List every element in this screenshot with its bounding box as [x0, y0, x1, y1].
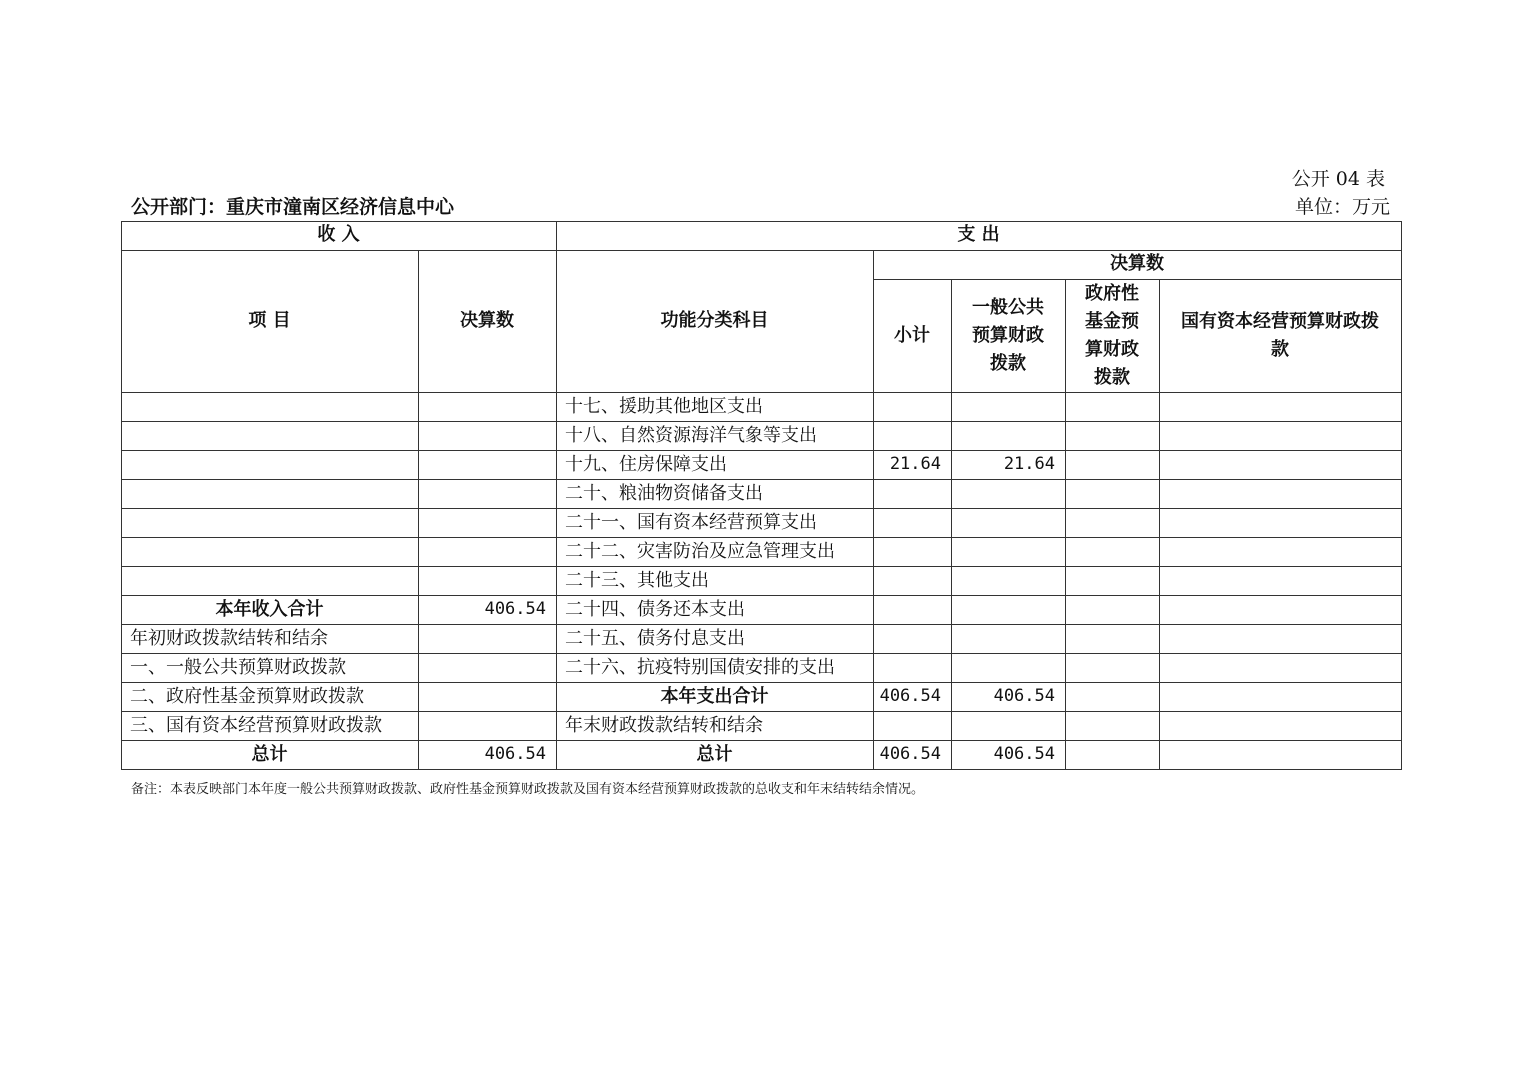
table-cell	[1159, 653, 1402, 683]
table-cell	[951, 595, 1066, 625]
table-cell	[1159, 566, 1402, 596]
table-cell	[1159, 508, 1402, 538]
unit-label: 单位：万元	[1294, 196, 1390, 218]
table-cell	[121, 421, 419, 451]
table-cell	[418, 682, 557, 712]
header-expense: 支 出	[957, 224, 1000, 245]
row-func: 十七、援助其他地区支出	[565, 396, 763, 417]
header-item: 项 目	[248, 310, 291, 331]
table-cell	[418, 392, 557, 422]
table-cell	[951, 508, 1066, 538]
table-cell	[1065, 421, 1160, 451]
table-cell	[418, 653, 557, 683]
header-income: 收 入	[317, 224, 360, 245]
table-cell	[1065, 595, 1160, 625]
table-cell	[1065, 566, 1160, 596]
table-cell	[1065, 711, 1160, 741]
row-func: 二十四、债务还本支出	[565, 599, 745, 620]
table-cell	[1159, 537, 1402, 567]
header-final: 决算数	[1110, 253, 1164, 274]
table-cell	[1065, 450, 1160, 480]
row-subtotal: 21.64	[889, 454, 941, 474]
header-income-amount: 决算数	[460, 310, 514, 331]
row-func: 十八、自然资源海洋气象等支出	[565, 425, 817, 446]
row-func: 年末财政拨款结转和结余	[565, 715, 763, 736]
row-income-amount: 406.54	[484, 599, 546, 619]
table-cell	[873, 653, 952, 683]
table-cell	[1159, 421, 1402, 451]
header-general-budget: 一般公共 预算财政 拨款	[972, 296, 1044, 374]
header-soe-budget: 国有资本经营预算财政拨 款	[1181, 310, 1379, 360]
row-func: 本年支出合计	[660, 686, 769, 707]
table-number: 公开 04 表	[1291, 168, 1385, 190]
row-func: 二十五、债务付息支出	[565, 628, 745, 649]
table-cell	[121, 566, 419, 596]
row-income-amount: 406.54	[484, 744, 546, 764]
row-general: 21.64	[1003, 454, 1055, 474]
table-cell	[951, 566, 1066, 596]
table-cell	[418, 566, 557, 596]
table-cell	[121, 450, 419, 480]
table-cell	[873, 537, 952, 567]
row-func: 二十二、灾害防治及应急管理支出	[565, 541, 835, 562]
table-cell	[1159, 711, 1402, 741]
table-cell	[1159, 595, 1402, 625]
table-cell	[121, 479, 419, 509]
footnote: 备注：本表反映部门本年度一般公共预算财政拨款、政府性基金预算财政拨款及国有资本经营预算财政拨款的总收支和年末结转结余情况。	[131, 782, 925, 797]
row-func: 总计	[696, 744, 733, 765]
table-cell	[1065, 508, 1160, 538]
table-cell	[418, 624, 557, 654]
table-cell	[418, 450, 557, 480]
table-cell	[1065, 682, 1160, 712]
row-general: 406.54	[993, 686, 1055, 706]
row-func: 二十一、国有资本经营预算支出	[565, 512, 817, 533]
header-gov-fund: 政府性 基金预 算财政 拨款	[1085, 282, 1139, 388]
table-cell	[1065, 653, 1160, 683]
table-cell	[1065, 624, 1160, 654]
table-cell	[1065, 392, 1160, 422]
table-cell	[121, 392, 419, 422]
table-cell	[873, 711, 952, 741]
table-cell	[1159, 479, 1402, 509]
table-cell	[418, 711, 557, 741]
table-cell	[418, 537, 557, 567]
table-cell	[951, 653, 1066, 683]
table-cell	[873, 508, 952, 538]
header-func-class: 功能分类科目	[660, 310, 769, 331]
row-item: 一、一般公共预算财政拨款	[130, 657, 346, 678]
table-cell	[873, 479, 952, 509]
row-subtotal: 406.54	[879, 686, 941, 706]
table-cell	[121, 537, 419, 567]
row-item: 总计	[251, 744, 288, 765]
table-cell	[418, 508, 557, 538]
table-cell	[121, 508, 419, 538]
row-func: 二十六、抗疫特别国债安排的支出	[565, 657, 835, 678]
table-cell	[1065, 537, 1160, 567]
row-item: 三、国有资本经营预算财政拨款	[130, 715, 382, 736]
table-cell	[1159, 450, 1402, 480]
table-cell	[1159, 392, 1402, 422]
table-cell	[951, 421, 1066, 451]
table-cell	[873, 595, 952, 625]
row-subtotal: 406.54	[879, 744, 941, 764]
table-cell	[873, 421, 952, 451]
header-subtotal: 小计	[894, 324, 930, 346]
table-cell	[1159, 624, 1402, 654]
table-cell	[951, 711, 1066, 741]
table-cell	[1159, 682, 1402, 712]
row-item: 本年收入合计	[215, 599, 324, 620]
table-cell	[873, 566, 952, 596]
row-func: 十九、住房保障支出	[565, 454, 727, 475]
department-title: 公开部门：重庆市潼南区经济信息中心	[131, 196, 455, 218]
table-cell	[418, 479, 557, 509]
row-item: 年初财政拨款结转和结余	[130, 628, 328, 649]
table-cell	[951, 479, 1066, 509]
table-cell	[1159, 740, 1402, 770]
row-general: 406.54	[993, 744, 1055, 764]
table-cell	[873, 392, 952, 422]
table-cell	[951, 392, 1066, 422]
table-cell	[1065, 479, 1160, 509]
table-cell	[873, 624, 952, 654]
table-cell	[418, 421, 557, 451]
table-cell	[951, 624, 1066, 654]
table-cell	[951, 537, 1066, 567]
table-cell	[1065, 740, 1160, 770]
row-func: 二十、粮油物资储备支出	[565, 483, 763, 504]
row-item: 二、政府性基金预算财政拨款	[130, 686, 364, 707]
row-func: 二十三、其他支出	[565, 570, 709, 591]
